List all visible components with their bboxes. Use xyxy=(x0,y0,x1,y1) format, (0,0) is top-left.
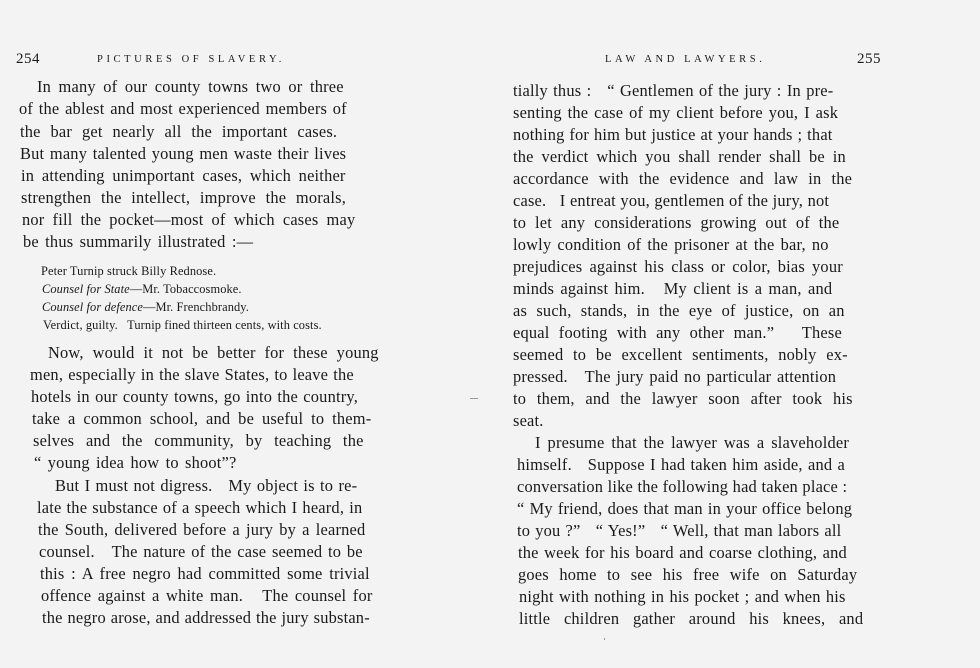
text-line: this : A free negro had committed some trivial xyxy=(40,564,370,583)
print-speck xyxy=(604,638,605,640)
text-line: nor fill the pocket—most of which cases may xyxy=(22,210,356,229)
left-running-title: PICTURES OF SLAVERY. xyxy=(97,54,286,65)
extract-line xyxy=(42,281,242,297)
extract-value: —Mr. Frenchbrandy. xyxy=(143,300,249,314)
left-page xyxy=(0,0,460,668)
extract-line: Verdict, guilty. Turnip fined thirteen cents, with costs. xyxy=(43,318,322,332)
text-line: Now, would it not be better for these young xyxy=(48,343,379,362)
text-line: counsel. The nature of the case seemed to be xyxy=(39,542,363,561)
text-line: In many of our county towns two or three xyxy=(37,77,344,96)
text-line: seemed to be excellent sentiments, nobly ex- xyxy=(513,345,848,364)
right-running-title: LAW AND LAWYERS. xyxy=(605,54,766,65)
text-line: of the ablest and most experienced members of xyxy=(19,99,347,118)
text-line: pressed. The jury paid no particular attention xyxy=(513,367,837,386)
text-line: be thus summarily illustrated :— xyxy=(23,232,254,251)
text-line: accordance with the evidence and law in the xyxy=(513,169,853,188)
text-line: goes home to see his free wife on Saturday xyxy=(518,565,858,584)
text-line: as such, stands, in the eye of justice, on an xyxy=(513,301,845,320)
extract-value: —Mr. Tobaccosmoke. xyxy=(129,282,242,296)
text-line: the negro arose, and addressed the jury substan- xyxy=(42,608,370,627)
right-page-number: 255 xyxy=(857,51,881,67)
text-line: the verdict which you shall render shall be in xyxy=(513,147,846,166)
print-speck xyxy=(470,398,478,399)
text-line: in attending unimportant cases, which neither xyxy=(21,166,346,185)
left-page-number: 254 xyxy=(16,51,40,67)
text-line: case. I entreat you, gentlemen of the jury, not xyxy=(513,191,830,210)
extract-label: Counsel for defence xyxy=(42,300,144,314)
text-line: to let any considerations growing out of the xyxy=(513,213,840,232)
text-line: strengthen the intellect, improve the morals, xyxy=(21,188,347,207)
text-line: selves and the community, by teaching the xyxy=(33,431,364,450)
text-line: hotels in our county towns, go into the country, xyxy=(31,387,359,406)
text-line: seat. xyxy=(513,411,544,430)
extract-line: Peter Turnip struck Billy Rednose. xyxy=(41,264,217,278)
text-line: the week for his board and coarse clothing, and xyxy=(518,543,847,562)
text-line: lowly condition of the prisoner at the bar, no xyxy=(513,235,829,254)
text-line: men, especially in the slave States, to leave the xyxy=(30,365,354,384)
text-line: himself. Suppose I had taken him aside, and a xyxy=(517,455,846,474)
extract-line xyxy=(42,299,249,315)
right-page xyxy=(490,0,980,668)
text-line: conversation like the following had taken place : xyxy=(517,477,848,496)
text-line: little children gather around his knees, and xyxy=(519,609,864,628)
text-line: prejudices against his class or color, bias your xyxy=(513,257,843,276)
text-line: to them, and the lawyer soon after took his xyxy=(513,389,853,408)
text-line: But many talented young men waste their lives xyxy=(20,144,347,163)
text-line: night with nothing in his pocket ; and when his xyxy=(519,587,846,606)
text-line: the South, delivered before a jury by a learned xyxy=(38,520,366,539)
text-line: take a common school, and be useful to them- xyxy=(32,409,372,428)
text-line: But I must not digress. My object is to re- xyxy=(55,476,358,495)
text-line: the bar get nearly all the important cases. xyxy=(20,122,338,141)
text-line: minds against him. My client is a man, and xyxy=(513,279,833,298)
text-line: equal footing with any other man.” These xyxy=(513,323,842,342)
text-line: senting the case of my client before you, I ask xyxy=(513,103,839,122)
text-line: “ My friend, does that man in your office belong xyxy=(517,499,853,518)
text-line: offence against a white man. The counsel for xyxy=(41,586,373,605)
text-line: late the substance of a speech which I heard, in xyxy=(37,498,363,517)
text-line: “ young idea how to shoot”? xyxy=(34,453,237,472)
text-line: nothing for him but justice at your hands ; that xyxy=(513,125,833,144)
text-line: tially thus : “ Gentlemen of the jury : In pre- xyxy=(513,81,834,100)
extract-label: Counsel for State xyxy=(42,282,130,296)
text-line: to you ?” “ Yes!” “ Well, that man labors all xyxy=(517,521,842,540)
text-line: I presume that the lawyer was a slaveholder xyxy=(535,433,849,452)
